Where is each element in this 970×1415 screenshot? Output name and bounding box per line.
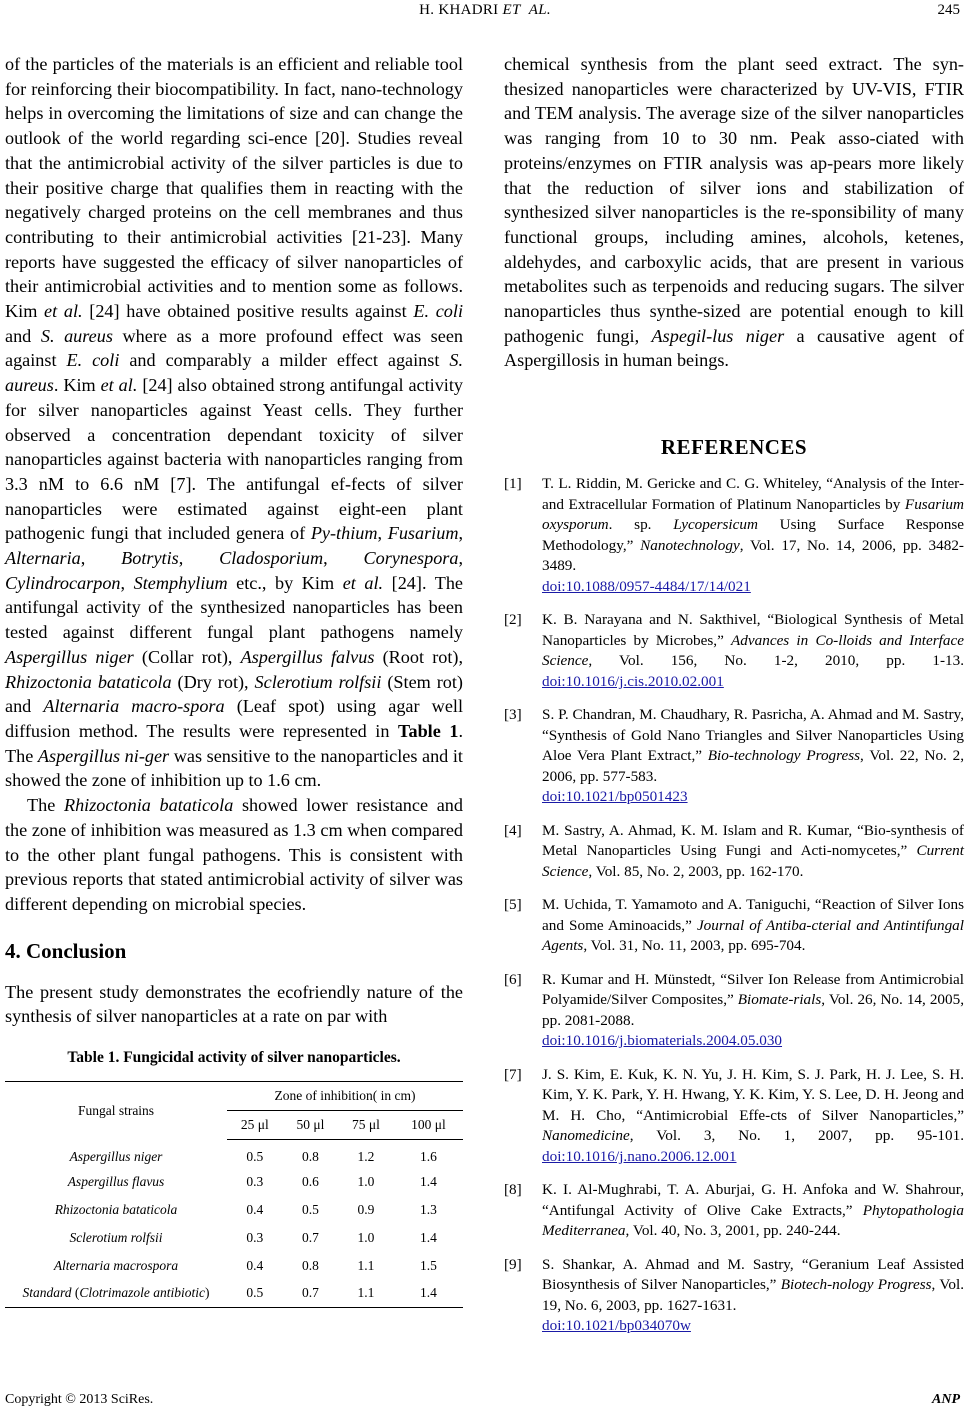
value-cell: 0.3: [246, 1229, 264, 1245]
value-cell: 1.1: [357, 1257, 375, 1273]
fungicidal-table: [5, 1081, 463, 1308]
strain-cell: Sclerotium rolfsii: [69, 1229, 163, 1245]
value-cell: 1.1: [357, 1285, 375, 1301]
running-title-et: ET: [502, 2, 521, 18]
value-cell: 0.3: [246, 1173, 264, 1189]
strain-header: Fungal strains: [77, 1102, 155, 1118]
reference-item: [5] M. Uchida, T. Yamamoto and A. Taniguchi, “Reaction of Silver Ions and Some Aminoacids,” Journal of Antiba-cterial and Antintifungal Agents, Vol. 31, No. 11, 2003, pp. 695-704.: [504, 896, 964, 955]
reference-item: [6] R. Kumar and H. Münstedt, “Silver Ion Release from Antimicrobial Polyamide/Silver Composites,” Biomate-rials, Vol. 26, No. 14, 2005, pp. 2081-2088. doi:10.1016/j.biomaterials.2004.05.030: [504, 970, 964, 1050]
table-row: [5, 1196, 463, 1224]
value-cell: 1.0: [357, 1229, 375, 1245]
value-cell: 0.4: [246, 1257, 264, 1273]
value-cell: 1.4: [419, 1173, 437, 1189]
reference-item: [8] K. I. Al-Mughrabi, T. A. Aburjai, G. H. Anfoka and W. Shahrour, “Antifungal Activity of Olive Cake Extracts,” Phytopathologia Mediterranea, Vol. 40, No. 3, 2001, pp. 240-244.: [504, 1181, 964, 1240]
value-cell: 0.7: [301, 1285, 319, 1301]
col-header: 100 μl: [394, 1111, 463, 1140]
body-paragraph-2: The Rhizoctonia bataticola showed lower resistance and the zone of inhibition was measured as 1.3 cm when compared to the other plant fungal pathogens. This is consistent with previous reports that stated antimicrobial activity of silver was different depending on microbial species.: [5, 795, 463, 914]
body-paragraph-1: of the particles of the materials is an efficient and reliable tool for reinforcing their biocompatibility. In fact, nano-technology helps in overcoming the limitations of size and can change the outlook of the world regarding sci-ence [20]. Studies reveal that the antimicrobial activity of the silver particles is due to their positive charge that qualifies them in reacting with the negatively charged proteins on the cell membranes and thus contributing to their antimicrobial activities [21-23]. Many reports have suggested the efficacy of silver nanoparticles of their antimicrobial activities and to mention some as follows. Kim et al. [24] have obtained positive results against E. coli and S. aureus where as a more profound effect was seen against E. coli and comparably a milder effect against S. aureus. Kim et al. [24] also obtained strong antifungal activity for silver nanoparticles against Yeast cells. They further observed a concentration dependant toxicity of silver nanoparticles against bacteria with nanoparticles ranging from 3.3 nM to 6.6 nM [7]. The antifungal ef-fects of silver nanoparticles were estimated against eight-een plant pathogenic fungi that included genera of Py-thium, Fusarium, Alternaria, Botrytis, Cladosporium, Corynespora, Cylindrocarpon, Stemphylium etc., by Kim et al. [24]. The antifungal activity of the synthesized nanoparticles has been tested against different fungal plant pathogens namely Aspergillus niger (Collar rot), Aspergillus falvus (Root rot), Rhizoctonia bataticola (Dry rot), Sclerotium rolfsii (Stem rot) and Alternaria macro-spora (Leaf spot) using agar well diffusion method. The results were represented in Table 1. The Aspergillus ni-ger was sensitive to the nanoparticles and it showed the zone of inhibition up to 1.6 cm.: [5, 54, 464, 791]
reference-item: [7] J. S. Kim, E. Kuk, K. N. Yu, J. H. Kim, S. J. Park, H. J. Lee, S. H. Kim, Y. K. Park, Y. H. Hwang, Y. K. Kim, Y. S. Lee, D. H. Jeong and M. H. Cho, “Antimicrobial Effe-cts of Silver Nanoparticles,” Nanomedicine, Vol. 3, No. 1, 2007, pp. 95-101. doi:10.1016/j.nano.2006.12.001: [504, 1065, 964, 1165]
page-footer: [0, 1392, 970, 1412]
col-header: 50 μl: [283, 1111, 339, 1140]
value-cell: 0.5: [246, 1148, 264, 1164]
running-title-al: AL.: [528, 2, 551, 18]
col-header: 75 μl: [338, 1111, 394, 1140]
reference-item: [2] K. B. Narayana and N. Sakthivel, “Biological Synthesis of Metal Nanoparticles by Microbes,” Advances in Co-lloids and Interface Science, Vol. 156, No. 1-2, 2010, pp. 1-13. doi:10.1016/j.cis.2010.02.001: [504, 611, 964, 690]
strain-cell-standard: Standard (Clotrimazole antibiotic): [22, 1285, 210, 1301]
doi-link[interactable]: doi:10.1088/0957-4484/17/14/021: [542, 577, 751, 595]
value-cell: 1.4: [419, 1229, 437, 1245]
value-cell: 0.8: [301, 1257, 319, 1273]
section-heading-conclusion: 4. Conclusion: [5, 938, 127, 963]
page-number: 245: [937, 2, 960, 18]
conclusion-paragraph: The present study demonstrates the ecofriendly nature of the synthesis of silver nanoparticles at a rate on par with: [5, 981, 463, 1027]
right-column: [504, 52, 964, 1350]
reference-item: [4] M. Sastry, A. Ahmad, K. M. Islam and R. Kumar, “Bio-synthesis of Metal Nanoparticles Using Fungi and Acti-nomycetes,” Current Science, Vol. 85, No. 2, 2003, pp. 162-170.: [504, 821, 964, 880]
table-caption: Table 1. Fungicidal activity of silver nanoparticles.: [67, 1049, 401, 1067]
references-heading: REFERENCES: [660, 435, 808, 460]
doi-link[interactable]: doi:10.1016/j.biomaterials.2004.05.030: [542, 1032, 783, 1050]
running-title-authors: H. KHADRI: [419, 2, 503, 18]
reference-list: [504, 474, 964, 1337]
value-cell: 1.2: [357, 1148, 375, 1164]
value-cell: 0.5: [246, 1285, 264, 1301]
journal-abbrev: ANP: [932, 1392, 960, 1407]
running-head: [0, 2, 970, 26]
value-cell: 1.3: [419, 1201, 437, 1217]
table-row: [5, 1168, 463, 1196]
table-row: [5, 1224, 463, 1252]
reference-item: [3] S. P. Chandran, M. Chaudhary, R. Pasricha, A. Ahmad and M. Sastry, “Synthesis of Gold Nano Triangles and Silver Nanoparticles Using Aloe Vera Plant Extract,” Bio-technology Progress, Vol. 22, No. 2, 2006, pp. 577-583. doi:10.1021/bp0501423: [504, 706, 965, 806]
left-column: [5, 52, 463, 1308]
strain-cell: Aspergillus niger: [69, 1148, 163, 1164]
strain-cell: Aspergillus flavus: [67, 1173, 165, 1189]
value-cell: 0.7: [301, 1229, 319, 1245]
reference-item: [9] S. Shankar, A. Ahmad and M. Sastry, “Geranium Leaf Assisted Biosynthesis of Silver Nanoparticles,” Biotech-nology Progress, Vol. 19, No. 6, 2003, pp. 1627-1631. doi:10.1021/bp034070w: [504, 1255, 964, 1335]
reference-item: [1] T. L. Riddin, M. Gericke and C. G. Whiteley, “Analysis of the Inter- and Extracellular Formation of Platinum Nanoparticles by Fusarium oxysporum. sp. Lycopersicum Using Surface Response Methodology,” Nanotechnology, Vol. 17, No. 14, 2006, pp. 3482-3489. doi:10.1088/0957-4484/17/14/021: [504, 475, 964, 595]
table-row: [5, 1140, 463, 1168]
value-cell: 0.8: [301, 1148, 319, 1164]
doi-link[interactable]: doi:10.1016/j.nano.2006.12.001: [542, 1147, 737, 1165]
copyright-text: Copyright © 2013 SciRes.: [5, 1392, 154, 1407]
doi-link[interactable]: doi:10.1021/bp0501423: [542, 788, 688, 806]
value-cell: 0.6: [301, 1173, 319, 1189]
strain-cell: Rhizoctonia bataticola: [54, 1201, 178, 1217]
running-title: [0, 2, 970, 19]
value-cell: 1.0: [357, 1173, 375, 1189]
strain-cell: Alternaria macrospora: [53, 1257, 179, 1273]
body-paragraph-right: chemical synthesis from the plant seed extract. The syn-thesized nanoparticles were characterized by UV-VIS, FTIR and TEM analysis. The average size of the silver nanoparticles was ranging from 10 to 30 nm. Peak asso-ciated with proteins/enzymes on FTIR analysis was ap-pears more likely that the reduction of silver ions and stabilization of synthesized silver nanoparticles is the re-sponsibility of many functional groups, including amines, alcohols, ketenes, aldehydes, and carboxylic acids, that are present in various metabolites such as terpenoids and reducing sugars. The silver nanoparticles thus synthe-sized are potential enough to kill pathogenic fungi, Aspegil-lus niger a causative agent of Aspergillosis in human beings.: [504, 54, 964, 371]
table-row-standard: [5, 1280, 463, 1308]
doi-link[interactable]: doi:10.1021/bp034070w: [542, 1317, 691, 1335]
value-cell: 1.4: [419, 1285, 437, 1301]
table-row: [5, 1252, 463, 1280]
zone-header: Zone of inhibition( in cm): [227, 1082, 463, 1111]
value-cell: 0.9: [357, 1201, 375, 1217]
value-cell: 1.5: [419, 1257, 437, 1273]
value-cell: 0.4: [246, 1201, 264, 1217]
doi-link[interactable]: doi:10.1016/j.cis.2010.02.001: [542, 672, 724, 690]
value-cell: 1.6: [419, 1148, 437, 1164]
value-cell: 0.5: [301, 1201, 319, 1217]
col-header: 25 μl: [227, 1111, 283, 1140]
